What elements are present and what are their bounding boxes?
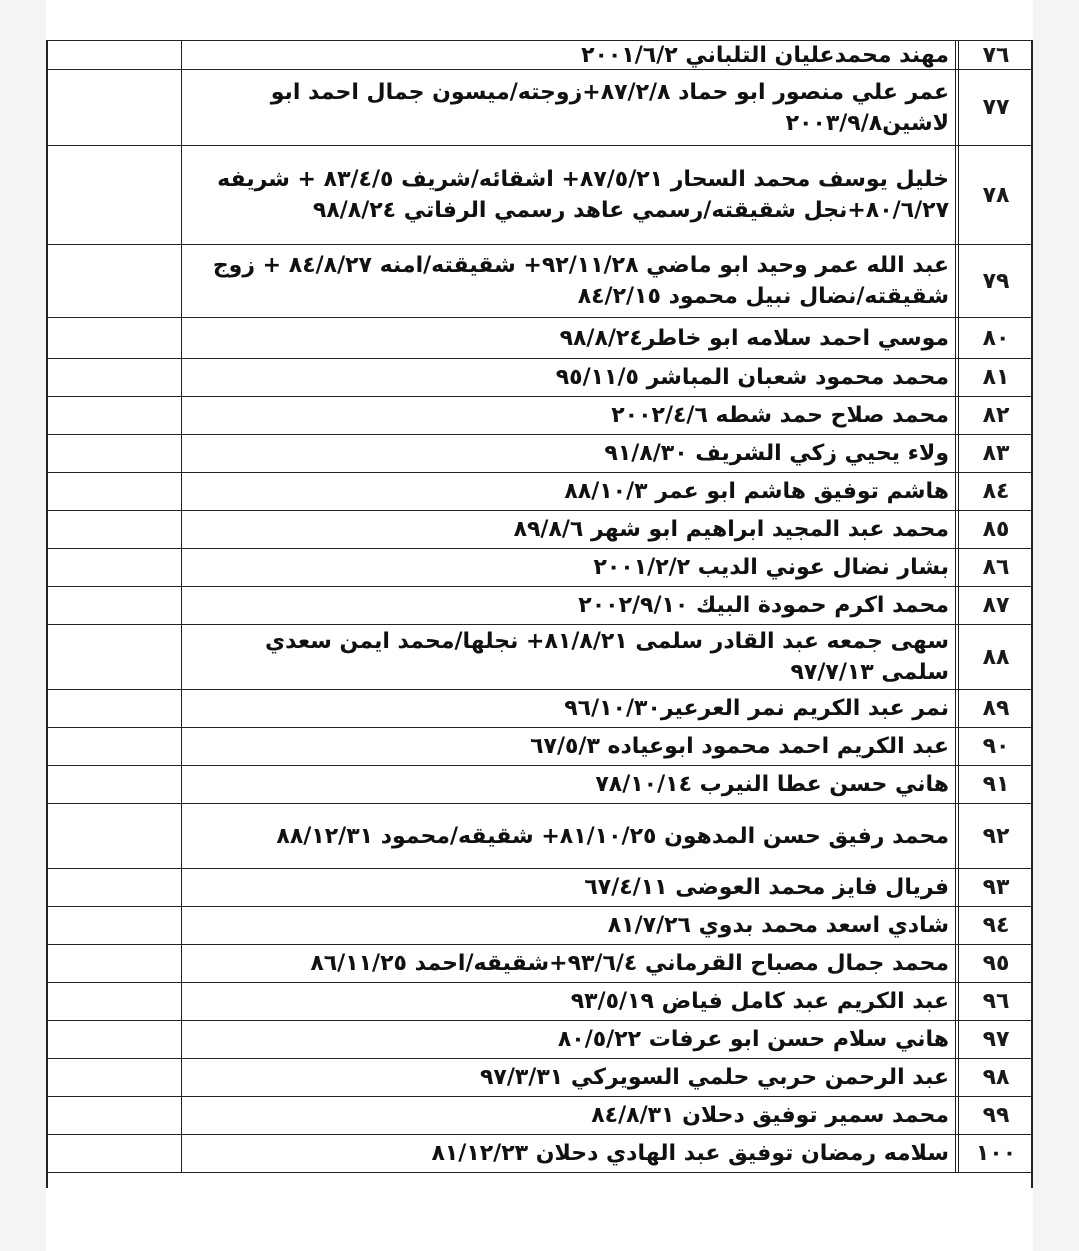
row-entry [182,473,955,510]
row-entry [182,1135,955,1172]
row-entry-text: فريال فايز محمد العوضى ٦٧/٤/١١ [584,875,949,900]
row-entry-text: محمد صلاح حمد شطه ٢٠٠٢/٤/٦ [611,403,949,428]
table-row [46,359,1033,397]
row-entry-text: سلامه رمضان توفيق عبد الهادي دحلان ٨١/١٢/٢٣ [431,1141,949,1166]
row-entry [182,766,955,803]
empty-column [46,473,182,510]
row-entry-text: موسي احمد سلامه ابو خاطر٩٨/٨/٢٤ [559,325,949,351]
empty-column [46,1021,182,1058]
table-row [46,983,1033,1021]
table-row [46,1097,1033,1135]
row-entry [182,907,955,944]
row-entry [182,804,955,868]
row-entry-text: عبد الكريم عبد كامل فياض ٩٣/٥/١٩ [570,989,949,1014]
row-entry [182,318,955,358]
empty-column [46,41,182,69]
row-number: ٧٧ [955,70,1033,145]
table-row [46,549,1033,587]
empty-column [46,549,182,586]
table-row [46,70,1033,146]
table-row [46,625,1033,690]
row-number: ٩٨ [955,1059,1033,1096]
table-row [46,804,1033,869]
table-row [46,1135,1033,1173]
empty-column [46,146,182,244]
table-row [46,869,1033,907]
row-entry [182,587,955,624]
row-number: ٧٩ [955,245,1033,317]
empty-column [46,907,182,944]
row-entry [182,245,955,317]
row-number: ٧٦ [955,41,1033,69]
row-number: ٩٥ [955,945,1033,982]
row-number: ١٠٠ [955,1135,1033,1172]
empty-column [46,318,182,358]
row-number: ٨٥ [955,511,1033,548]
document-sheet [46,0,1033,1251]
table-row [46,146,1033,245]
empty-column [46,1135,182,1172]
row-entry [182,359,955,396]
row-entry-text: محمد محمود شعبان المباشر ٩٥/١١/٥ [555,365,949,390]
table-row [46,397,1033,435]
row-entry [182,983,955,1020]
row-entry [182,1097,955,1134]
row-entry [182,435,955,472]
row-number: ٩١ [955,766,1033,803]
empty-column [46,435,182,472]
row-number: ٩٦ [955,983,1033,1020]
table-row [46,40,1033,70]
table-row [46,435,1033,473]
row-entry [182,945,955,982]
row-entry [182,70,955,145]
empty-column [46,1097,182,1134]
row-entry-text: هاني حسن عطا النيرب ٧٨/١٠/١٤ [595,772,949,797]
row-entry [182,511,955,548]
row-number: ٩٠ [955,728,1033,765]
row-entry-text: خليل يوسف محمد السحار ٨٧/٥/٢١+ اشقائه/شريف ٨٣/٤/٥ + شريفه ٨٠/٦/٢٧+نجل شقيقته/رسمي عاهد رسمي الرفاتي ٩٨/٨/٢٤ [217,167,949,223]
table-row [46,690,1033,728]
row-entry-text: عمر علي منصور ابو حماد ٨٧/٢/٨+زوجته/ميسون جمال احمد ابو لاشين٢٠٠٣/٩/٨ [270,79,949,136]
row-entry-text: هاشم توفيق هاشم ابو عمر ٨٨/١٠/٣ [564,479,949,504]
row-number: ٨٧ [955,587,1033,624]
row-entry-text: عبد الله عمر وحيد ابو ماضي ٩٢/١١/٢٨+ شقيقته/امنه ٨٤/٨/٢٧ + زوج شقيقته/نضال نبيل محمود ٨٤/٢/١٥ [212,253,949,309]
row-number: ٨٠ [955,318,1033,358]
table-row [46,728,1033,766]
table-row [46,587,1033,625]
row-entry-text: عبد الرحمن حربي حلمي السويركي ٩٧/٣/٣١ [479,1065,949,1090]
names-table [46,40,1033,1173]
empty-column [46,625,182,689]
empty-column [46,587,182,624]
table-row [46,318,1033,359]
row-entry [182,397,955,434]
row-entry-text: سهى جمعه عبد القادر سلمى ٨١/٨/٢١+ نجلها/محمد ايمن سعدي سلمى ٩٧/٧/١٣ [264,629,949,685]
empty-column [46,690,182,727]
row-number: ٨٤ [955,473,1033,510]
row-entry [182,41,955,69]
row-number: ٨١ [955,359,1033,396]
row-entry-text: ولاء يحيي زكي الشريف ٩١/٨/٣٠ [604,441,949,466]
table-row [46,945,1033,983]
empty-column [46,983,182,1020]
row-number: ٩٣ [955,869,1033,906]
row-entry [182,869,955,906]
empty-column [46,397,182,434]
row-entry [182,1059,955,1096]
table-row [46,1021,1033,1059]
row-entry-text: محمد رفيق حسن المدهون ٨١/١٠/٢٥+ شقيقه/محمود ٨٨/١٢/٣١ [276,823,949,849]
empty-column [46,945,182,982]
row-number: ٩٩ [955,1097,1033,1134]
row-entry [182,146,955,244]
row-number: ٧٨ [955,146,1033,244]
table-row [46,245,1033,318]
row-entry [182,728,955,765]
table-row [46,907,1033,945]
row-number: ٩٤ [955,907,1033,944]
row-entry-text: عبد الكريم احمد محمود ابوعياده ٦٧/٥/٣ [530,734,949,759]
empty-column [46,728,182,765]
empty-column [46,869,182,906]
empty-column [46,359,182,396]
row-entry-text: نمر عبد الكريم نمر العرعير٩٦/١٠/٣٠ [564,696,949,721]
row-number: ٨٩ [955,690,1033,727]
row-entry-text: بشار نضال عوني الديب ٢٠٠١/٢/٢ [593,555,949,580]
empty-column [46,804,182,868]
row-entry [182,1021,955,1058]
row-entry-text: محمد جمال مصباح القرماني ٩٣/٦/٤+شقيقه/احمد ٨٦/١١/٢٥ [310,951,949,976]
table-row [46,511,1033,549]
row-entry [182,690,955,727]
empty-column [46,70,182,145]
row-entry-text: هاني سلام حسن ابو عرفات ٨٠/٥/٢٢ [557,1027,949,1052]
empty-column [46,245,182,317]
empty-column [46,766,182,803]
row-entry-text: محمد عبد المجيد ابراهيم ابو شهر ٨٩/٨/٦ [513,517,949,542]
empty-column [46,511,182,548]
row-entry-text: محمد سمير توفيق دحلان ٨٤/٨/٣١ [591,1103,949,1128]
table-row [46,1059,1033,1097]
row-number: ٨٢ [955,397,1033,434]
table-row [46,766,1033,804]
table-row [46,473,1033,511]
empty-column [46,1059,182,1096]
row-entry-text: شادي اسعد محمد بدوي ٨١/٧/٢٦ [607,913,949,938]
row-number: ٩٢ [955,804,1033,868]
row-number: ٨٨ [955,625,1033,689]
row-entry [182,625,955,689]
row-number: ٩٧ [955,1021,1033,1058]
row-entry-text: مهند محمدعليان التلباني ٢٠٠١/٦/٢ [581,42,949,68]
row-number: ٨٣ [955,435,1033,472]
row-entry [182,549,955,586]
row-entry-text: محمد اكرم حمودة البيك ٢٠٠٢/٩/١٠ [578,593,949,618]
row-number: ٨٦ [955,549,1033,586]
